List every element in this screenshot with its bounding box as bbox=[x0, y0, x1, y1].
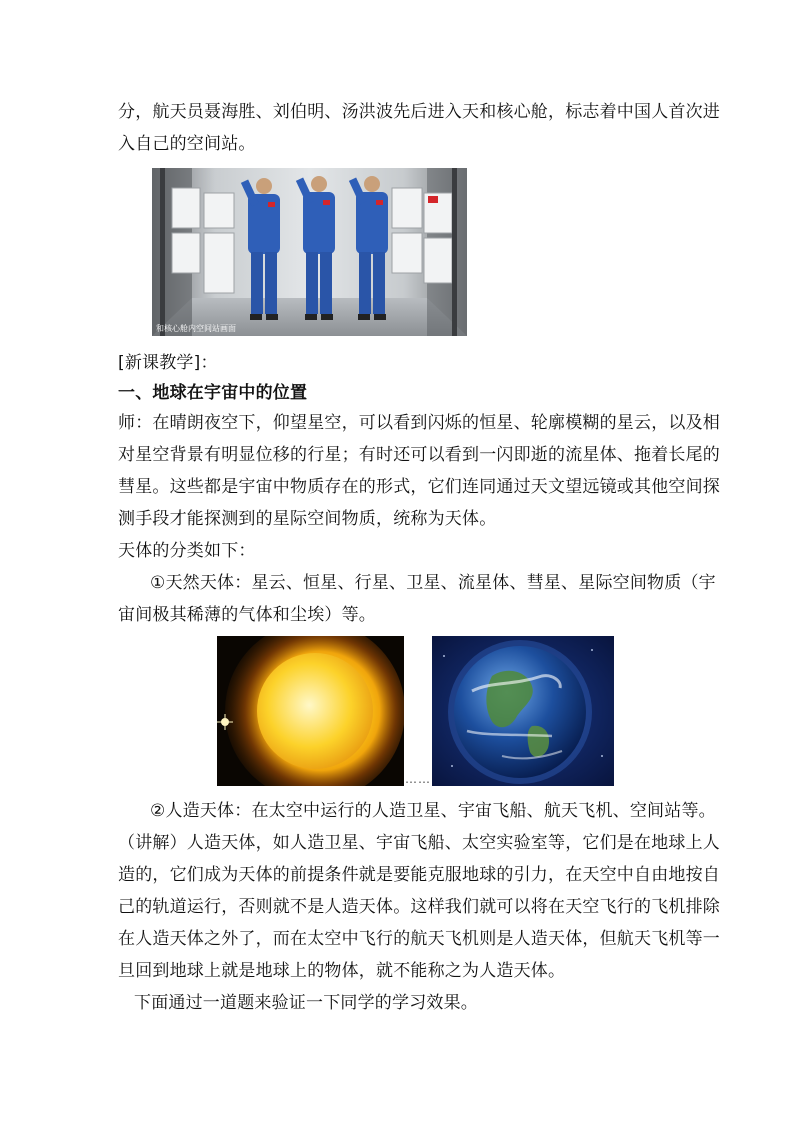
paragraph-line: 彗星。这些都是宇宙中物质存在的形式，它们连同通过天文望远镜或其他空间探 bbox=[118, 477, 720, 497]
paragraph-line: 分，航天员聂海胜、刘伯明、汤洪波先后进入天和核心舱，标志着中国人首次进 bbox=[118, 102, 720, 122]
paragraph-line: 己的轨道运行，否则就不是人造天体。这样我们就可以将在天空飞行的飞机排除 bbox=[118, 897, 720, 917]
paragraph-line: 天体的分类如下： bbox=[118, 541, 256, 561]
paragraph-line: 下面通过一道题来验证一下同学的学习效果。 bbox=[134, 993, 478, 1013]
photo-caption: 和核心舱内空间站画面 bbox=[156, 324, 236, 333]
ellipsis-dots: …… bbox=[405, 772, 431, 786]
paragraph-line: 测手段才能探测到的星际空间物质，统称为天体。 bbox=[118, 509, 497, 529]
astronaut-figures bbox=[241, 176, 388, 320]
new-lesson-label: [新课教学]： bbox=[118, 353, 218, 373]
paragraph-line: ①天然天体：星云、恒星、行星、卫星、流星体、彗星、星际空间物质（宇 bbox=[150, 573, 716, 593]
paragraph-line: 入自己的空间站。 bbox=[118, 134, 256, 154]
paragraph-line: 对星空背景有明显位移的行星；有时还可以看到一闪即逝的流星体、拖着长尾的 bbox=[118, 445, 720, 465]
astronauts-photo bbox=[152, 168, 467, 336]
paragraph-line: 造的，它们成为天体的前提条件就是要能克服地球的引力，在天空中自由地按自 bbox=[118, 865, 720, 885]
paragraph-line: 旦回到地球上就是地球上的物体，就不能称之为人造天体。 bbox=[118, 961, 566, 981]
paragraph-line: （讲解）人造天体，如人造卫星、宇宙飞船、太空实验室等，它们是在地球上人 bbox=[118, 833, 720, 853]
earth-illustration bbox=[432, 636, 614, 786]
sun-photo bbox=[217, 636, 404, 786]
section-heading: 一、地球在宇宙中的位置 bbox=[118, 383, 308, 403]
paragraph-line: 在人造天体之外了，而在太空中飞行的航天飞机则是人造天体，但航天飞机等一 bbox=[118, 929, 720, 949]
paragraph-line: ②人造天体：在太空中运行的人造卫星、宇宙飞船、航天飞机、空间站等。 bbox=[150, 801, 716, 821]
paragraph-line: 师：在晴朗夜空下，仰望星空，可以看到闪烁的恒星、轮廓模糊的星云，以及相 bbox=[118, 413, 720, 433]
astronauts-illustration bbox=[152, 168, 467, 336]
sun-illustration bbox=[217, 636, 404, 786]
earth-photo bbox=[432, 636, 614, 786]
paragraph-line: 宙间极其稀薄的气体和尘埃）等。 bbox=[118, 605, 376, 625]
